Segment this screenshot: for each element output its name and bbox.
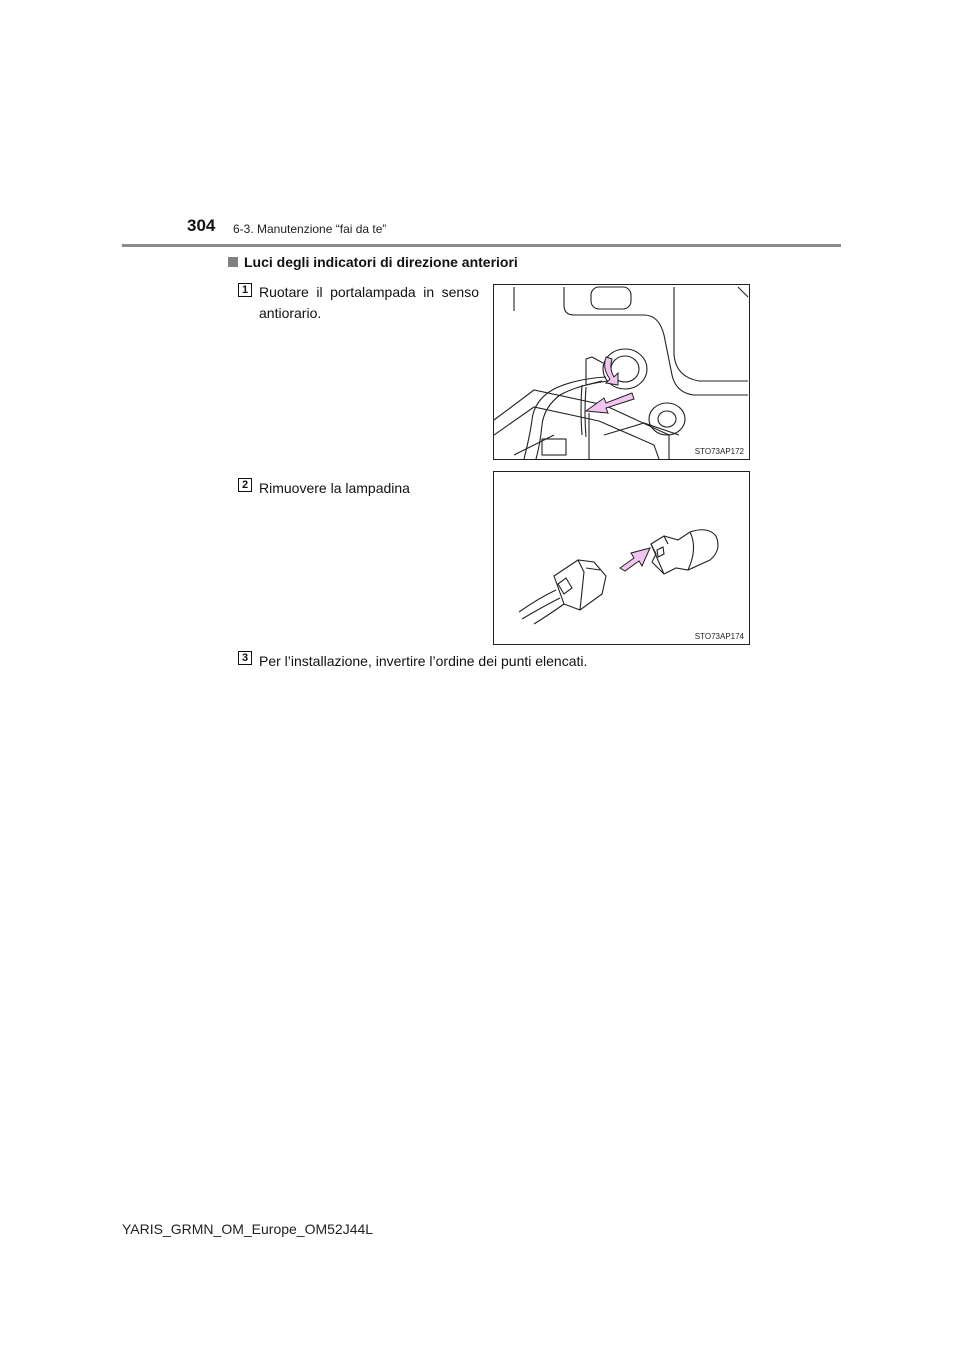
square-bullet-icon: [228, 257, 238, 267]
document-footer: YARIS_GRMN_OM_Europe_OM52J44L: [122, 1221, 374, 1237]
step-1-text: Ruotare il portalampada in senso antiorario.: [259, 284, 479, 321]
step-number-2: 2: [238, 478, 252, 492]
remove-bulb-illustration: [494, 472, 749, 644]
subsection-heading-text: Luci degli indicatori di direzione anteriori: [244, 254, 518, 270]
section-title: 6-3. Manutenzione “fai da te”: [233, 222, 387, 236]
header-divider: [122, 244, 841, 247]
figure-code-2: STO73AP174: [694, 632, 744, 641]
step-number-3: 3: [238, 651, 252, 665]
step-2-text: Rimuovere la lampadina: [259, 480, 410, 496]
step-3-text: Per l’installazione, invertire l’ordine dei punti elencati.: [259, 653, 588, 669]
step-number-1: 1: [238, 283, 252, 297]
subsection-heading: [228, 254, 518, 270]
figure-rotate-bulb-holder: [493, 284, 750, 460]
figure-remove-bulb: [493, 471, 750, 645]
figure-code-1: STO73AP172: [694, 447, 744, 456]
bulb-holder-illustration: [494, 285, 749, 459]
page-number: 304: [187, 216, 216, 235]
